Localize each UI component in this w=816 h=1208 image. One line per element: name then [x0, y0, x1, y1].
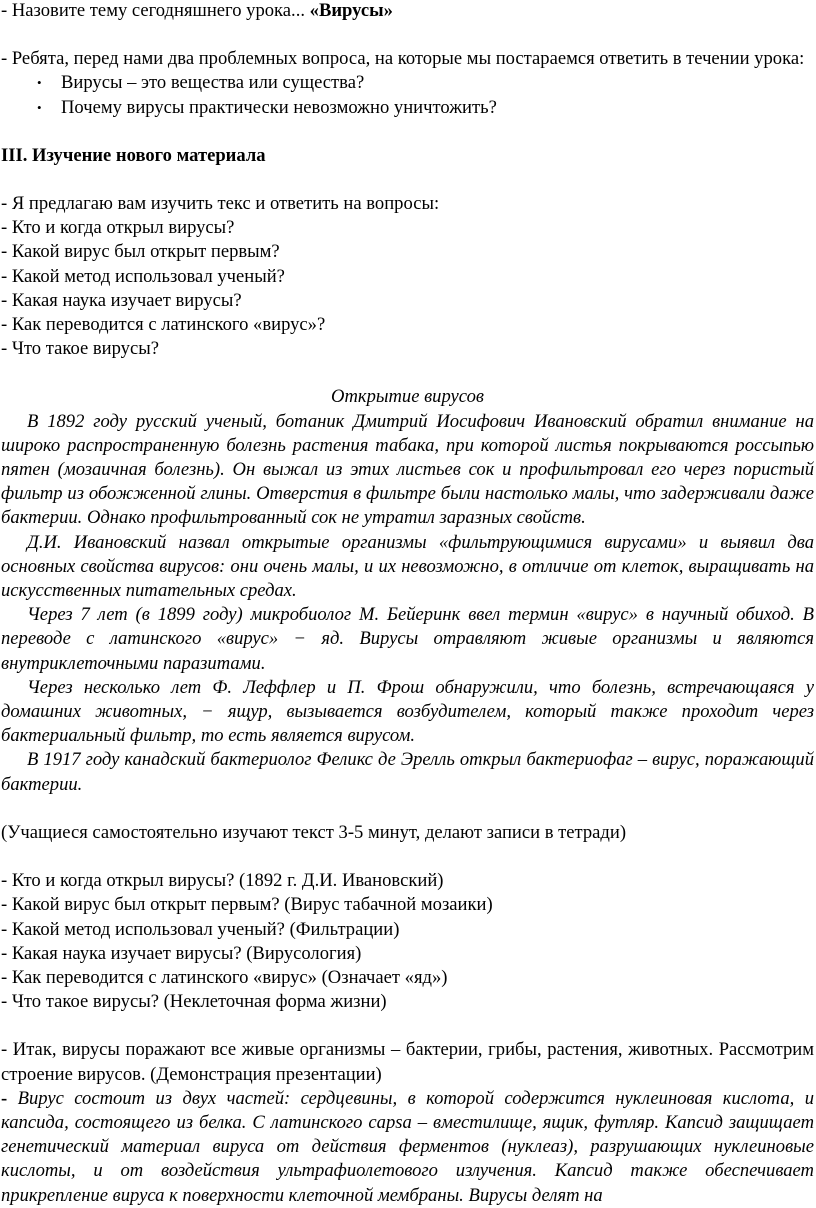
closing-summary: - Итак, вирусы поражают все живые организмы – бактерии, грибы, растения, животных. Рассмотрим строение вирусов. (Демонстрация презентации) [1, 1039, 814, 1085]
spacer [1, 797, 814, 821]
topic-name: «Вирусы» [309, 0, 393, 21]
reading-title: Открытие вирусов [331, 386, 484, 408]
answer-line: - Что такое вирусы? (Неклеточная форма жизни) [1, 991, 387, 1013]
task-question: - Какой метод использовал ученый? [1, 265, 285, 287]
task-question: - Кто и когда открыл вирусы? [1, 217, 235, 239]
answer-line: - Кто и когда открыл вирусы? (1892 г. Д.И. Ивановский) [1, 870, 444, 892]
answer-line: - Какой метод использовал ученый? (Фильтрации) [1, 918, 400, 940]
answer-line: - Какой вирус был открыт первым? (Вирус табачной мозаики) [1, 894, 493, 916]
reading-paragraph: Через 7 лет (в 1899 году) микробиолог М. Бейеринк ввел термин «вирус» в научный обиход. В переводе с латинского «вирус» − яд. Вирусы отравляют живые организмы и являются внутриклеточными паразитами. [1, 604, 814, 674]
spacer [1, 361, 814, 385]
spacer [1, 845, 814, 869]
list-item [37, 71, 814, 95]
answer-line: - Какая наука изучает вирусы? (Вирусология) [1, 942, 362, 964]
task-question: - Что такое вирусы? [1, 338, 159, 360]
reading-paragraph: В 1917 году канадский бактериолог Феликс де Эрелль открыл бактериофаг – вирус, поражающий бактерии. [1, 749, 814, 795]
reading-paragraph: Д.И. Ивановский назвал открытые организмы «фильтрующимися вирусами» и выявил два основных свойства вирусов: они очень малы, и их невозможно, в отличие от клеток, выращивать на искусственных питательных средах. [1, 531, 814, 602]
topic-prefix: - Назовите тему сегодняшнего урока... [1, 0, 310, 21]
answer-line: - Как переводится с латинского «вирус» (Означает «яд») [1, 966, 448, 988]
spacer [1, 1014, 814, 1038]
topic-line [1, 0, 814, 23]
section-heading: III. Изучение нового материала [1, 144, 266, 166]
problem-question: Почему вирусы практически невозможно уничтожить? [61, 96, 497, 118]
spacer [1, 23, 814, 47]
student-note: (Учащиеся самостоятельно изучают текст 3-5 минут, делают записи в тетради) [1, 821, 627, 843]
problem-question: Вирусы – это вещества или существа? [61, 72, 365, 94]
task-question: - Как переводится с латинского «вирус»? [1, 314, 326, 336]
reading-paragraph: Через несколько лет Ф. Леффлер и П. Фрош обнаружили, что болезнь, встречающаяся у домашних животных, − ящур, вызывается возбудителем, который также проходит через бактериальный фильтр, то есть является вирусом. [1, 676, 814, 747]
problem-intro: - Ребята, перед нами два проблемных вопроса, на которые мы постараемся ответить в течении урока: [1, 48, 805, 70]
bullet-icon: • [37, 75, 42, 91]
spacer [1, 168, 814, 192]
reading-paragraph: В 1892 году русский ученый, ботаник Дмитрий Иосифович Ивановский обратил внимание на широко распространенную болезнь растения табака, при которой листья покрываются россыпью пятен (мозаичная болезнь). Он выжал из этих листьев сок и профильтровал его через пористый фильтр из обожженной глины. Отверстия в фильтре были настолько малы, что задерживали даже бактерии. Однако профильтрованный сок не утратил заразных свойств. [1, 410, 814, 529]
spacer [1, 120, 814, 144]
task-question: - Какой вирус был открыт первым? [1, 241, 280, 263]
structure-text: Вирус состоит из двух частей: сердцевины, в которой содержится нуклеиновая кислота, и капсида, состоящего из белка. С латинского capsa – вместилище, ящик, футляр. Капсид защищает генетический материал вируса от действия ферментов (нуклеаз), разрушающих нуклеиновые кислоты, и от воздействия ультрафиолетового излучения. Капсид также обеспечивает прикрепление вируса к поверхности клеточной мембраны. Вирусы делят на [1, 1087, 815, 1206]
task-question: - Какая наука изучает вирусы? [1, 289, 242, 311]
bullet-icon: • [37, 99, 42, 115]
structure-dash: - [1, 1087, 18, 1109]
list-item [37, 96, 814, 120]
problem-question-list [1, 71, 814, 119]
virus-structure-paragraph [1, 1087, 814, 1208]
task-intro: - Я предлагаю вам изучить текс и ответить на вопросы: [1, 193, 440, 215]
